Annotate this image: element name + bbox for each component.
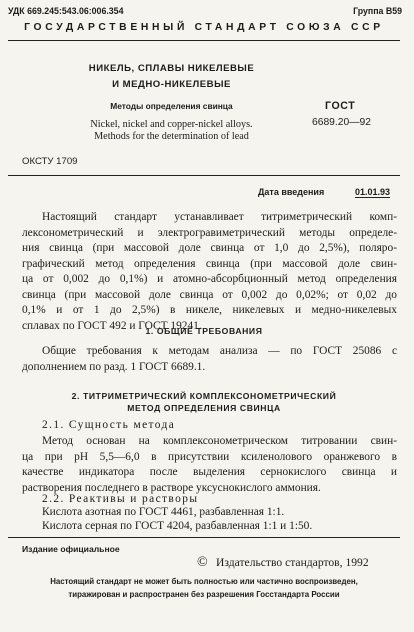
- reproduction-notice-line-1: Настоящий стандарт не может быть полностью или частично воспроизведен,: [50, 577, 358, 586]
- intro-line: свинца (при массовой доле свинца от 0,002 до 0,02%; от 0,02 до: [22, 288, 397, 301]
- effective-date-value: 01.01.93: [355, 187, 391, 197]
- footer-rule: [8, 537, 400, 538]
- reagent-item: Кислота серная по ГОСТ 4204, разбавленная 1:1 и 1:50.: [42, 520, 313, 532]
- title-line-2: И МЕДНО-НИКЕЛЕВЫЕ: [112, 79, 231, 90]
- intro-line: ца от 0,002 до 0,1%) и атомно-абсорбционный метод определения: [22, 273, 397, 285]
- section-1-paragraph: [22, 344, 397, 375]
- section-1-line: Общие требования к методам анализа — по ГОСТ 25086 с: [42, 345, 397, 357]
- state-standard-heading: ГОСУДАРСТВЕННЫЙ СТАНДАРТ СОЮЗА ССР: [24, 22, 384, 33]
- clause-2-1-line: растворения последнего в растворе уксуснокислого аммония.: [22, 481, 321, 494]
- reproduction-notice-line-2: тиражирован и распространен без разрешения Госстандарта России: [68, 590, 340, 599]
- copyright-symbol: ©: [197, 555, 208, 570]
- intro-line: сплавах по ГОСТ 492 и ГОСТ 19241.: [22, 319, 202, 332]
- copyright-text: Издательство стандартов, 1992: [216, 556, 369, 569]
- clause-2-1-line: качестве индикатора после выделения сернокислого свинца и: [22, 466, 397, 478]
- official-edition-label: Издание официальное: [22, 544, 120, 554]
- clause-2-1-heading: 2.1. Сущность метода: [42, 419, 176, 431]
- clause-2-1-paragraph: [22, 434, 397, 496]
- english-title-line-2: Methods for the determination of lead: [94, 131, 249, 142]
- section-1-heading: 1. ОБЩИЕ ТРЕБОВАНИЯ: [145, 326, 263, 336]
- english-title-line-1: Nickel, nickel and copper-nickel alloys.: [90, 119, 253, 130]
- section-1-line: дополнением по разд. 1 ГОСТ 6689.1.: [22, 360, 206, 373]
- intro-paragraph: [22, 210, 397, 334]
- intro-line: 0,1% и от 1 до 2,5%) в никеле, никелевых и медно-никелевых: [22, 304, 397, 316]
- title-block-rule: [8, 175, 400, 176]
- intro-line: ния свинца (при массовой доле свинца от 1,0 до 2,5%), поляро-: [22, 242, 397, 254]
- clause-2-2-heading: 2.2. Реактивы и растворы: [42, 493, 199, 505]
- clause-2-1-line: ца при pH 5,5—6,0 в присутствии ксиленолового оранжевого в: [22, 450, 397, 463]
- gost-number: 6689.20—92: [312, 117, 371, 128]
- subtitle: Методы определения свинца: [110, 101, 233, 111]
- reagent-item: Кислота азотная по ГОСТ 4461, разбавленная 1:1.: [42, 506, 285, 518]
- okstu-code: ОКСТУ 1709: [22, 156, 78, 167]
- intro-line: графический метод определения свинца (при массовой доле свин-: [22, 257, 397, 270]
- clause-2-1-line: Метод основан на комплексонометрическом титровании свин-: [42, 435, 397, 447]
- section-2-heading-line-2: МЕТОД ОПРЕДЕЛЕНИЯ СВИНЦА: [127, 403, 281, 413]
- intro-line: лексонометрический и электрогравиметрический методы определе-: [22, 226, 397, 239]
- group-code: Группа В59: [353, 6, 402, 16]
- title-line-1: НИКЕЛЬ, СПЛАВЫ НИКЕЛЕВЫЕ: [88, 63, 255, 74]
- effective-date-label: Дата введения: [258, 187, 325, 197]
- gost-label: ГОСТ: [325, 100, 356, 112]
- section-2-heading-line-1: 2. ТИТРИМЕТРИЧЕСКИЙ КОМПЛЕКСОНОМЕТРИЧЕСКИЙ: [71, 391, 337, 401]
- intro-line: Настоящий стандарт устанавливает титриметрический комп-: [42, 211, 397, 223]
- header-rule: [8, 40, 400, 41]
- udk-code: УДК 669.245:543.06:006.354: [8, 6, 124, 16]
